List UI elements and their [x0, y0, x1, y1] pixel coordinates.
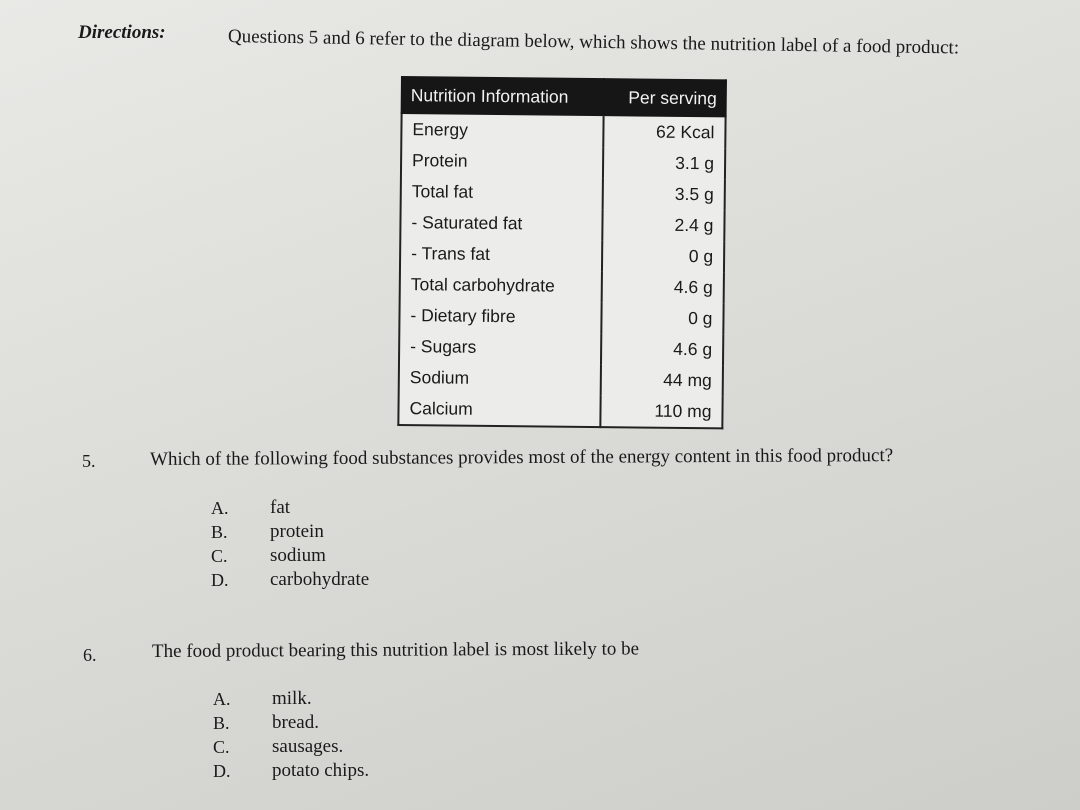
nutrient-name: Sodium — [399, 362, 601, 395]
nutrient-name: Total fat — [401, 176, 603, 209]
directions-text: Questions 5 and 6 refer to the diagram below, which shows the nutrition label of a food product: — [227, 26, 960, 59]
option-text: bread. — [272, 712, 319, 733]
option-letter: D. — [211, 570, 229, 590]
nutrition-row — [401, 145, 725, 179]
nutrition-row — [399, 300, 723, 334]
question-number: 6. — [83, 645, 97, 665]
nutrition-row — [401, 176, 725, 210]
nutrient-value: 0 g — [602, 240, 725, 272]
nutrient-value: 110 mg — [600, 395, 723, 428]
nutrient-value: 3.1 g — [603, 147, 726, 179]
nutrition-row — [398, 393, 722, 428]
nutrient-value: 4.6 g — [601, 271, 724, 303]
option-letter: C. — [213, 737, 230, 757]
nutrient-name: Calcium — [398, 393, 600, 427]
nutrition-header-row — [402, 77, 726, 116]
option-text: potato chips. — [272, 760, 370, 781]
question-text: The food product bearing this nutrition label is most likely to be — [151, 638, 640, 662]
option-text: fat — [270, 497, 291, 518]
nutrition-table — [397, 76, 727, 429]
nutrient-value: 4.6 g — [601, 333, 724, 365]
option-letter: B. — [213, 713, 230, 733]
nutrient-value: 2.4 g — [602, 209, 725, 241]
nutrient-name: Total carbohydrate — [400, 269, 602, 302]
nutrient-value: 62 Kcal — [603, 115, 726, 148]
nutrient-name: Energy — [401, 113, 603, 147]
nutrient-name: - Trans fat — [400, 238, 602, 271]
nutrient-value: 3.5 g — [602, 178, 725, 210]
option-letter: A. — [213, 689, 231, 709]
nutrient-value: 44 mg — [600, 364, 723, 396]
nutrition-row — [400, 269, 724, 303]
nutrition-row — [399, 331, 723, 365]
directions-label: Directions: — [78, 22, 166, 43]
option-letter: A. — [211, 498, 229, 518]
option-text: protein — [270, 521, 324, 542]
nutrition-row — [400, 207, 724, 241]
nutrient-name: - Dietary fibre — [399, 300, 601, 333]
option-text: milk. — [272, 688, 312, 709]
option-letter: B. — [211, 522, 228, 542]
option-letter: C. — [211, 546, 228, 566]
option-text: carbohydrate — [270, 569, 370, 590]
nutrition-header-item: Nutrition Information — [402, 77, 604, 115]
nutrient-name: Protein — [401, 145, 603, 178]
question-text: Which of the following food substances provides most of the energy content in this food product? — [149, 445, 894, 470]
nutrition-row — [399, 362, 723, 396]
nutrient-name: - Saturated fat — [400, 207, 602, 240]
nutrient-name: - Sugars — [399, 331, 601, 364]
nutrient-value: 0 g — [601, 302, 724, 334]
option-text: sodium — [270, 545, 326, 566]
question-number: 5. — [82, 451, 96, 471]
nutrition-header-value: Per serving — [603, 79, 726, 116]
nutrition-row — [400, 238, 724, 272]
option-letter: D. — [213, 761, 231, 781]
option-text: sausages. — [272, 736, 344, 757]
nutrition-row — [401, 113, 725, 148]
